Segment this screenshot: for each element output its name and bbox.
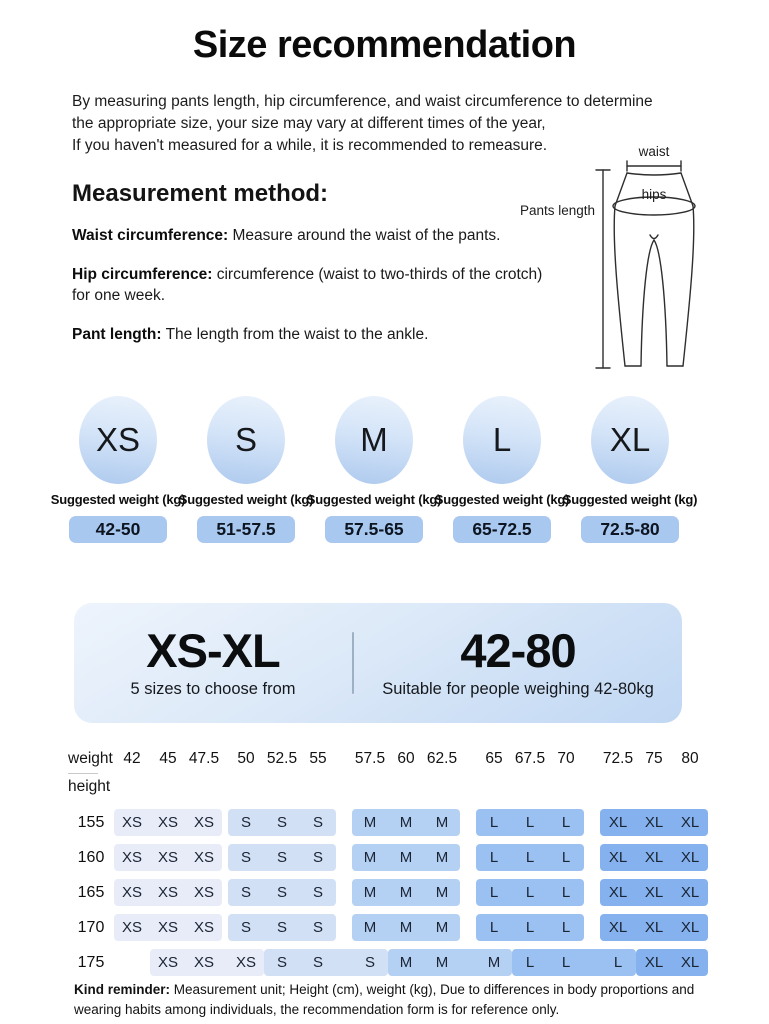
height-row-label: 175: [77, 953, 105, 971]
size-cell: S: [312, 919, 323, 936]
size-cell: XL: [608, 919, 628, 936]
table-corner: [68, 750, 114, 796]
hips-label: hips: [641, 187, 667, 202]
size-cell: S: [276, 814, 287, 831]
size-cell: M: [399, 919, 413, 936]
size-cell: M: [435, 814, 449, 831]
corner-weight-label: weight: [68, 750, 113, 767]
size-cell: XL: [680, 814, 700, 831]
left-inner-leg: [641, 240, 654, 366]
intro-line: the appropriate size, your size may vary at different times of the year,: [72, 115, 546, 132]
size-cell: M: [399, 814, 413, 831]
weight-column-label: 75: [645, 750, 663, 767]
waistband-top: [627, 173, 681, 175]
size-cell: XS: [157, 814, 178, 831]
height-row-label: 165: [77, 883, 105, 901]
size-cell: S: [364, 954, 375, 971]
intro-line: If you haven't measured for a while, it is recommended to remeasure.: [72, 137, 548, 154]
measurement-method-heading: Measurement method:: [72, 180, 329, 207]
size-cell: XS: [121, 814, 142, 831]
size-cell: XS: [157, 919, 178, 936]
size-card-l: [434, 396, 570, 543]
measurement-item: Pant length: The length from the waist to the ankle.: [72, 326, 429, 344]
size-cell: S: [312, 954, 323, 971]
size-cell: S: [276, 884, 287, 901]
summary-banner: [74, 603, 682, 723]
weight-column-label: 80: [681, 750, 699, 767]
size-cell: XL: [608, 849, 628, 866]
size-cell: XS: [235, 954, 256, 971]
weight-column-label: 57.5: [354, 750, 386, 767]
size-table-row: [68, 844, 708, 871]
size-cell: M: [363, 919, 377, 936]
size-table-body: [68, 809, 708, 976]
size-circle-xl: XL: [591, 396, 669, 484]
suggested-weight-label: Suggested weight (kg): [562, 492, 698, 507]
weight-column-label: 67.5: [514, 750, 546, 767]
measurement-item-label: Pant length:: [72, 326, 162, 344]
size-cell: L: [525, 884, 535, 901]
weight-range-pill: 51-57.5: [197, 516, 295, 543]
size-circle-xs: XS: [79, 396, 157, 484]
size-cards-row: [50, 396, 698, 543]
size-table: [68, 750, 708, 984]
banner-weight-block: [354, 624, 682, 699]
banner-size-range: XS-XL: [146, 624, 280, 677]
size-cell: L: [525, 919, 535, 936]
size-cell: M: [435, 954, 449, 971]
size-cell: XS: [193, 849, 214, 866]
size-cell: XL: [680, 954, 700, 971]
size-table-row: [68, 879, 708, 906]
weight-range-pill: 57.5-65: [325, 516, 423, 543]
size-cell: M: [399, 884, 413, 901]
height-row-label: 170: [77, 918, 105, 936]
size-cell: L: [525, 814, 535, 831]
measurement-item-label: Waist circumference:: [72, 227, 229, 244]
size-cell: L: [561, 954, 571, 971]
size-cell: XS: [121, 884, 142, 901]
size-cell: XS: [121, 919, 142, 936]
size-table-row: [68, 809, 708, 836]
size-cell: XS: [157, 849, 178, 866]
weight-column-label: 52.5: [266, 750, 298, 767]
height-row-label: 160: [77, 848, 105, 866]
size-cell: XS: [193, 814, 214, 831]
weight-column-label: 65: [485, 750, 503, 767]
waist-label: waist: [638, 144, 670, 159]
size-cell: L: [489, 849, 499, 866]
size-cell: XL: [608, 814, 628, 831]
size-cell: XL: [680, 849, 700, 866]
kind-reminder-label: Kind reminder:: [74, 982, 171, 997]
size-cell: L: [525, 849, 535, 866]
corner-divider: [68, 773, 98, 774]
size-cell: S: [240, 849, 251, 866]
size-cell: L: [489, 814, 499, 831]
weight-range-pill: 65-72.5: [453, 516, 551, 543]
size-cell: M: [399, 849, 413, 866]
measurement-item: Waist circumference: Measure around the waist of the pants.: [72, 227, 501, 244]
size-cell: XL: [680, 884, 700, 901]
size-cell: XL: [644, 849, 664, 866]
size-cell: M: [399, 954, 413, 971]
left-outer-leg: [614, 206, 625, 366]
weight-range-pill: 72.5-80: [581, 516, 679, 543]
weight-column-label: 50: [237, 750, 255, 767]
size-circle-m: M: [335, 396, 413, 484]
size-table-row: [68, 914, 708, 941]
weight-column-label: 47.5: [188, 750, 220, 767]
size-table-header: [68, 750, 708, 796]
suggested-weight-label: Suggested weight (kg): [434, 492, 570, 507]
size-cell: XL: [644, 814, 664, 831]
size-cell: M: [435, 849, 449, 866]
size-cell: XS: [193, 954, 214, 971]
banner-size-block: [74, 624, 352, 699]
size-cell: M: [435, 884, 449, 901]
size-cell: XS: [121, 849, 142, 866]
size-cell: S: [312, 884, 323, 901]
size-cell: L: [489, 919, 499, 936]
size-cell: L: [525, 954, 535, 971]
size-card-s: [178, 396, 314, 543]
size-circle-l: L: [463, 396, 541, 484]
size-cell: S: [240, 814, 251, 831]
weight-range-pill: 42-50: [69, 516, 167, 543]
size-cell: XL: [644, 954, 664, 971]
size-cell: XS: [193, 884, 214, 901]
page-title: Size recommendation: [192, 24, 577, 66]
size-card-m: [306, 396, 442, 543]
weight-column-label: 62.5: [426, 750, 458, 767]
size-cell: L: [561, 849, 571, 866]
right-inner-leg: [654, 240, 667, 366]
right-outer-leg: [683, 206, 694, 366]
banner-weight-range: 42-80: [460, 624, 576, 677]
measurement-item: Hip circumference: circumference (waist to two-thirds of the crotch) for one week.: [72, 265, 543, 305]
banner-size-caption: 5 sizes to choose from: [130, 680, 296, 698]
size-cell: L: [561, 814, 571, 831]
size-cell: S: [276, 849, 287, 866]
size-cell: L: [489, 884, 499, 901]
size-cell: XL: [644, 919, 664, 936]
suggested-weight-label: Suggested weight (kg): [50, 492, 186, 507]
weight-column-label: 60: [397, 750, 415, 767]
size-cell: XS: [157, 884, 178, 901]
size-card-xs: [50, 396, 186, 543]
measurement-items: [72, 225, 558, 363]
size-cell: S: [276, 919, 287, 936]
pants-diagram-illustration: [508, 140, 748, 388]
size-cell: XS: [157, 954, 178, 971]
pants-diagram-svg: [508, 140, 748, 388]
size-cell: M: [363, 849, 377, 866]
size-cell: XS: [193, 919, 214, 936]
measurement-item-label: Hip circumference:: [72, 265, 213, 283]
suggested-weight-label: Suggested weight (kg): [306, 492, 442, 507]
weight-column-label: 70: [557, 750, 575, 767]
size-table-row: [68, 949, 708, 976]
size-cell: S: [276, 954, 287, 971]
weight-column-label: 72.5: [602, 750, 634, 767]
weight-column-label: 45: [159, 750, 177, 767]
intro-line: By measuring pants length, hip circumference, and waist circumference to determine: [72, 93, 653, 110]
size-cell: S: [240, 919, 251, 936]
size-cell: M: [435, 919, 449, 936]
size-cell: XL: [644, 884, 664, 901]
size-cell: L: [613, 954, 623, 971]
size-cell: M: [363, 814, 377, 831]
weight-column-label: 42: [123, 750, 141, 767]
weight-column-label: 55: [309, 750, 327, 767]
suggested-weight-label: Suggested weight (kg): [178, 492, 314, 507]
size-cell: XL: [608, 884, 628, 901]
size-cell: L: [561, 884, 571, 901]
banner-weight-caption: Suitable for people weighing 42-80kg: [382, 680, 654, 698]
corner-height-label: height: [68, 778, 111, 795]
height-row-label: 155: [77, 813, 105, 831]
size-circle-s: S: [207, 396, 285, 484]
crotch-curve: [650, 235, 658, 239]
size-cell: S: [240, 884, 251, 901]
pants-length-label: Pants length: [519, 203, 595, 218]
size-cell: L: [561, 919, 571, 936]
size-cell: S: [312, 849, 323, 866]
size-card-xl: [562, 396, 698, 543]
size-cell: M: [487, 954, 501, 971]
size-cell: XL: [680, 919, 700, 936]
size-cell: S: [312, 814, 323, 831]
size-cell: M: [363, 884, 377, 901]
kind-reminder: Kind reminder: Measurement unit; Height (cm), weight (kg), Due to differences in body proportions and wearing habits among individuals, the recommendation form is for reference only.: [74, 982, 695, 1017]
